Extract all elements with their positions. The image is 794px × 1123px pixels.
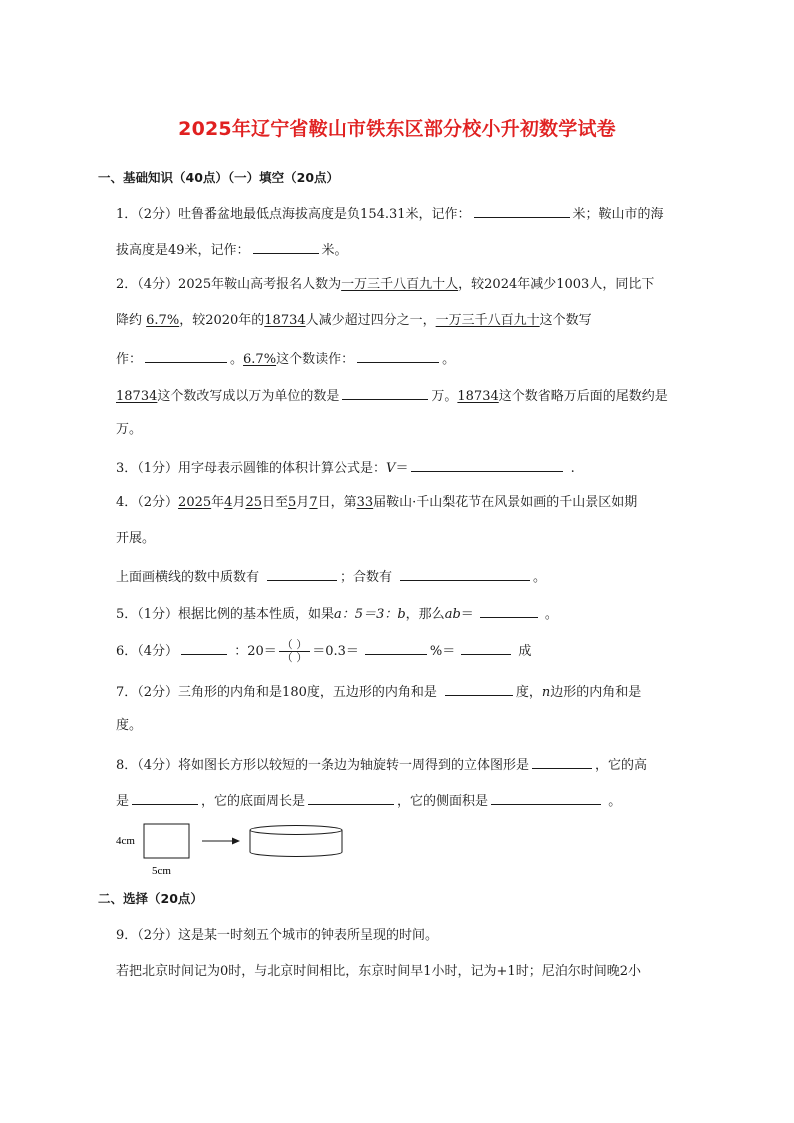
figure-width-label: 5cm <box>152 865 171 877</box>
answer-blank[interactable] <box>400 566 530 581</box>
section-heading-1: 一、基础知识（40点）（一）填空（20点） <box>98 170 340 185</box>
question-1-line-1: 1．（2分）吐鲁番盆地最低点海拔高度是负154.31米，记作： 米；鞍山市的海 <box>116 203 664 224</box>
answer-blank[interactable] <box>357 348 439 363</box>
section-heading-2: 二、选择（20点） <box>98 891 203 906</box>
answer-blank[interactable] <box>411 457 563 472</box>
cylinder-bottom-arc <box>250 852 342 857</box>
answer-blank[interactable] <box>445 681 513 696</box>
question-2-line-3: 作： 。6.7%这个数读作： 。 <box>116 348 455 369</box>
question-9-line-2: 若把北京时间记为0时，与北京时间相比，东京时间早1小时，记为+1时；尼泊尔时间晚2小 <box>116 964 641 979</box>
page-title: 2025年辽宁省鞍山市铁东区部分校小升初数学试卷 <box>178 118 616 140</box>
answer-blank[interactable] <box>461 640 511 655</box>
answer-blank[interactable] <box>365 640 427 655</box>
question-2-line-2: 降约 6.7%，较2020年的18734人减少超过四分之一，一万三千八百九十这个数写 <box>116 313 592 328</box>
arrow-head-icon <box>232 838 240 845</box>
answer-blank[interactable] <box>267 566 337 581</box>
fraction: $\frac{( )}{( )}$ <box>279 639 311 664</box>
question-1-line-2: 拔高度是49米，记作： 米。 <box>116 239 348 260</box>
question-4-line-2: 开展。 <box>116 531 156 546</box>
question-2-line-5: 万。 <box>116 422 143 437</box>
rectangle-shape <box>144 824 189 858</box>
answer-blank[interactable] <box>132 790 198 805</box>
question-7-line-2: 度。 <box>116 718 143 733</box>
question-6-line-1: 6．（4分） ：20＝ $\frac{( )}{( )}$ ＝0.3＝ %＝ 成 <box>116 638 532 664</box>
answer-blank[interactable] <box>253 239 319 254</box>
question-2-line-4: 18734这个数改写成以万为单位的数是 万。18734这个数省略万后面的尾数约是 <box>116 385 668 406</box>
cylinder-top-ellipse <box>250 826 342 835</box>
question-9-line-1: 9．（2分）这是某一时刻五个城市的钟表所呈现的时间。 <box>116 928 439 943</box>
cylinder-shape <box>248 822 344 862</box>
question-4-line-3: 上面画横线的数中质数有 ；合数有 。 <box>116 566 546 587</box>
question-4-line-1: 4．（2分）2025年4月25日至5月7日，第33届鞍山·千山梨花节在风景如画的千山景区如期 <box>116 495 638 510</box>
question-5-line-1: 5．（1分）根据比例的基本性质，如果a：5＝3：b，那么ab＝ 。 <box>116 603 558 624</box>
answer-blank[interactable] <box>308 790 394 805</box>
question-2-line-1: 2．（4分）2025年鞍山高考报名人数为一万三千八百九十人，较2024年减少1003人，同比下 <box>116 277 655 292</box>
answer-blank[interactable] <box>145 348 227 363</box>
answer-blank[interactable] <box>491 790 601 805</box>
question-7-line-1: 7．（2分）三角形的内角和是180度，五边形的内角和是 度，n边形的内角和是 <box>116 681 641 702</box>
answer-blank[interactable] <box>342 385 428 400</box>
answer-blank[interactable] <box>532 754 592 769</box>
answer-blank[interactable] <box>181 640 227 655</box>
question-8-line-1: 8．（4分）将如图长方形以较短的一条边为轴旋转一周得到的立体图形是 ，它的高 <box>116 754 647 775</box>
question-3-line-1: 3．（1分）用字母表示圆锥的体积计算公式是：V＝ . <box>116 457 575 478</box>
answer-blank[interactable] <box>474 203 570 218</box>
answer-blank[interactable] <box>480 603 538 618</box>
question-8-line-2: 是 ，它的底面周长是 ，它的侧面积是 。 <box>116 790 621 811</box>
figure-height-label: 4cm <box>116 835 135 847</box>
